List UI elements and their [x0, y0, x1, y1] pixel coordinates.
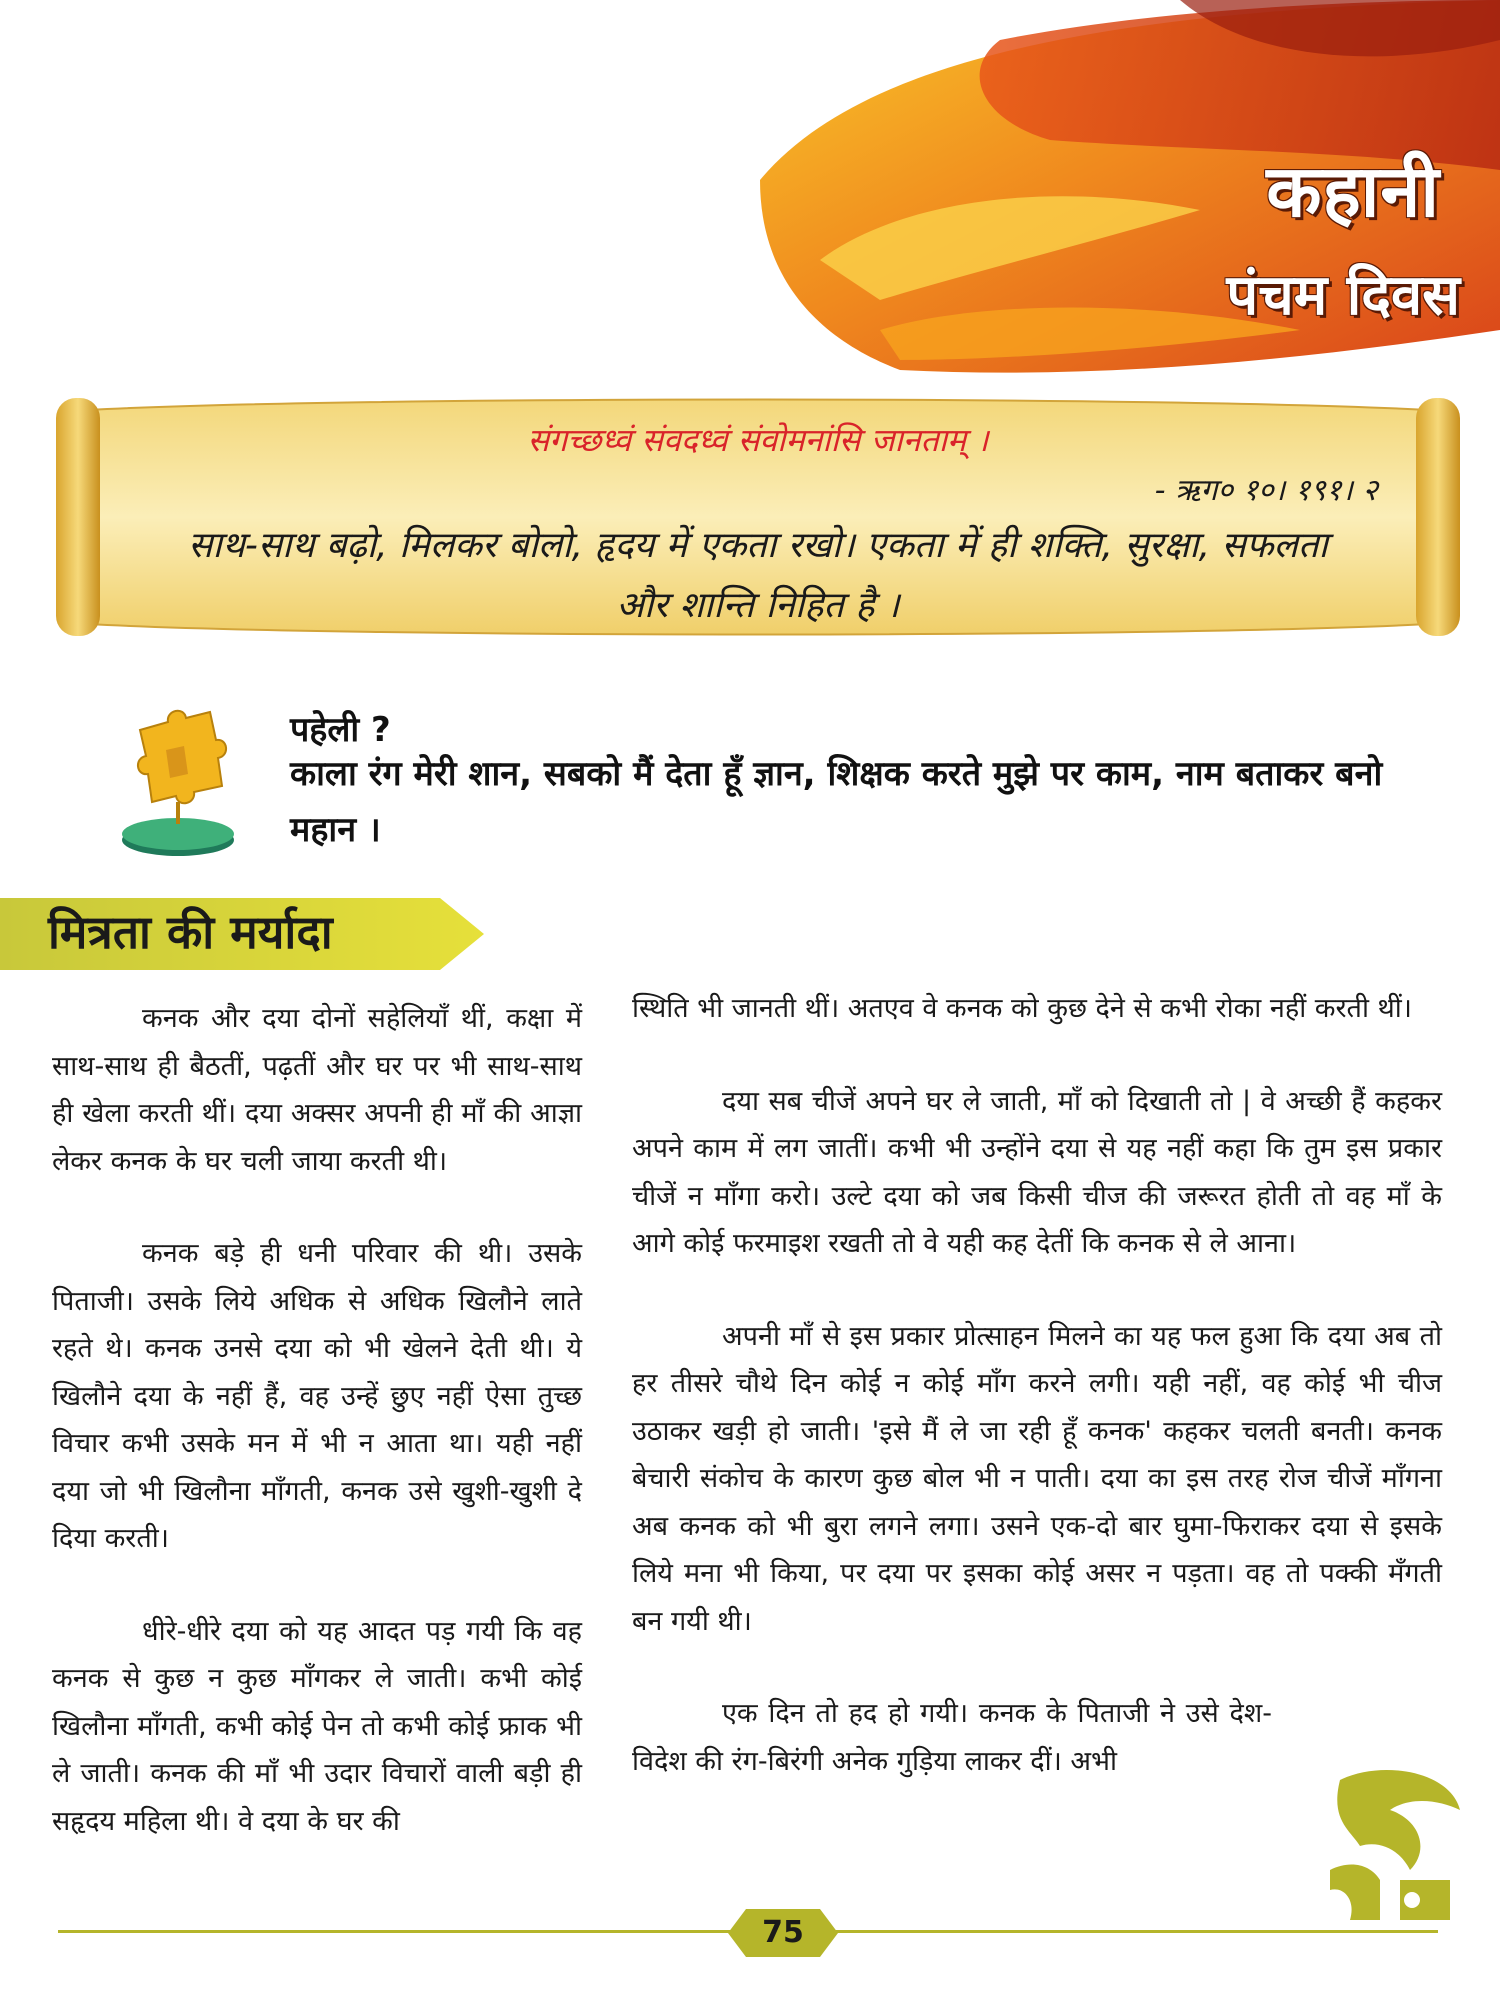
decorative-logo-icon — [1300, 1760, 1470, 1930]
story-paragraph: एक दिन तो हद हो गयी। कनक के पिताजी ने उसे देश-विदेश की रंग-बिरंगी अनेक गुड़िया लाकर दीं। अभी — [632, 1698, 1272, 1777]
story-right-column — [632, 985, 1442, 1830]
story-left-column — [52, 995, 582, 1890]
day-subtitle: पंचम दिवस — [1226, 263, 1460, 328]
shloka-reference: - ऋग० १०। १९१। २ — [1154, 473, 1378, 508]
shloka-scroll — [48, 388, 1468, 646]
riddle-label: पहेली ? — [290, 710, 391, 750]
sanskrit-shloka: संगच्छध्वं संवदध्वं संवोमनांसि जानताम् । — [527, 421, 989, 459]
page-category-title: कहानी — [1266, 149, 1440, 233]
shloka-meaning: साथ-साथ बढ़ो, मिलकर बोलो, हृदय में एकता रखो। एकता में ही शक्ति, सुरक्षा, सफलता और शान्ति निहित है । — [188, 525, 1328, 626]
story-paragraph: कनक और दया दोनों सहेलियाँ थीं, कक्षा में साथ-साथ ही बैठतीं, पढ़तीं और घर पर भी साथ-साथ ही खेला करती थीं। दया अक्सर अपनी ही माँ की आज्ञा लेकर कनक के घर चली जाया करती थी। — [52, 1003, 582, 1177]
story-paragraph: अपनी माँ से इस प्रकार प्रोत्साहन मिलने का यह फल हुआ कि दया अब तो हर तीसरे चौथे दिन कोई न कोई माँग करने लगी। यही नहीं, वह कोई भी चीज उठाकर खड़ी हो जाती। 'इसे मैं ले जा रही हूँ कनक' कहकर चलती बनती। कनक बेचारी संकोच के कारण कुछ बोल भी न पाती। दया का इस तरह रोज चीजें माँगना अब कनक को भी बुरा लगने लगा। उसने एक-दो बार घुमा-फिराकर दया से इसके लिये मना भी किया, पर दया पर इसका कोई असर न पड़ता। वह तो पक्की मँगती बन गयी थी। — [632, 1320, 1442, 1637]
riddle-text: काला रंग मेरी शान, सबको मैं देता हूँ ज्ञान, शिक्षक करते मुझे पर काम, नाम बताकर बनो महान । — [290, 754, 1383, 850]
story-paragraph: कनक बड़े ही धनी परिवार की थी। उसके पिताजी। उसके लिये अधिक से अधिक खिलौने लाते रहते थे। कनक उनसे दया को भी खेलने देती थी। ये खिलौने दया के नहीं हैं, वह उन्हें छुए नहीं ऐसा तुच्छ विचार कभी उसके मन में भी न आता था। यही नहीं दया जो भी खिलौना माँगती, कनक उसे खुशी-खुशी दे दिया करती। — [52, 1238, 582, 1554]
page-number: 75 — [762, 1915, 804, 1950]
story-paragraph: स्थिति भी जानती थीं। अतएव वे कनक को कुछ देने से कभी रोका नहीं करती थीं। — [632, 993, 1413, 1024]
story-title: मित्रता की मर्यादा — [48, 905, 333, 959]
puzzle-icon — [118, 700, 238, 860]
story-paragraph: धीरे-धीरे दया को यह आदत पड़ गयी कि वह कनक से कुछ न कुछ माँगकर ले जाती। कभी कोई खिलौना माँगती, कभी कोई पेन तो कभी कोई फ्राक भी ले जाती। कनक की माँ भी उदार विचारों वाली बड़ी ही सहृदय महिला थी। वे दया के घर की — [52, 1615, 582, 1837]
story-paragraph: दया सब चीजें अपने घर ले जाती, माँ को दिखाती तो | वे अच्छी हैं कहकर अपने काम में लग जातीं। कभी भी उन्होंने दया से यह नहीं कहा कि तुम इस प्रकार चीजें न माँगा करो। उल्टे दया को जब किसी चीज की जरूरत होती तो वह माँ के आगे कोई फरमाइश रखती तो वे यही कह देतीं कि कनक से ले आना। — [632, 1085, 1442, 1259]
